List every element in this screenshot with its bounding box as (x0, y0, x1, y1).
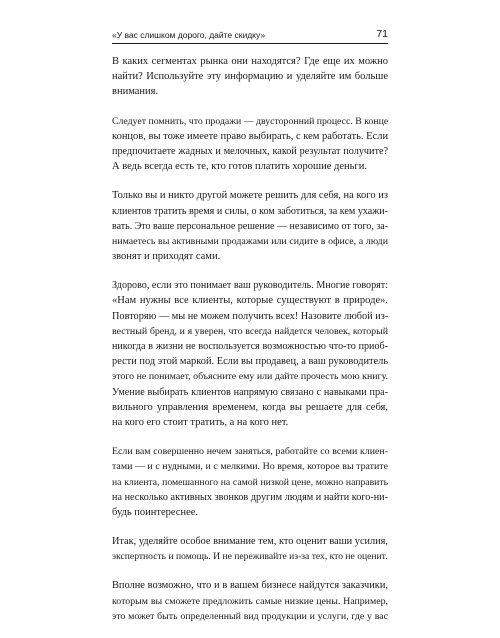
paragraph (112, 188, 388, 264)
text-line: тами — и с нудными, и с мелкими. Но время, которое вы тратите (112, 461, 388, 473)
paragraph (112, 54, 388, 100)
page-header (112, 29, 388, 44)
text-line: Вполне возможно, что и в вашем бизнесе найдутся заказчики, (112, 580, 388, 592)
text-line: Итак, уделяйте особое внимание тем, кто оценит ваши усилия, (112, 536, 388, 548)
text-line: вильного управления временем, когда вы решаете для себя, (112, 401, 388, 413)
text-line: клиентов тратить время и силы, о ком заботиться, за кем ухажи- (112, 205, 388, 217)
body-text (112, 54, 388, 638)
text-line: предпочитаете жадных и мелочных, какой результат получите? (112, 145, 388, 157)
text-line: вестный бренд, и я уверен, что всегда найдется человек, который (112, 325, 388, 337)
text-line: концов, вы тоже имеете право выбирать, с кем работать. Если (112, 130, 389, 142)
text-line: на кого его стоит тратить, а на кого нет. (112, 416, 289, 428)
text-line: будь поинтереснее. (112, 506, 199, 518)
text-line: на несколько активных звонков другим людям и найти кого-ни- (112, 491, 388, 503)
text-line: Здорово, если это понимает ваш руководитель. Многие говорят: (112, 280, 388, 292)
text-line: это может быть определенный вид продукции и услуги, где у вас (112, 610, 388, 622)
text-line: Следует помнить, что продажи — двусторонний процесс. В конце (112, 115, 389, 127)
text-line: Повторяю — мы не можем получить всех! Назовите любой из- (112, 310, 389, 322)
text-line: «Нам нужны все клиенты, которые существуют в природе». (112, 295, 388, 307)
text-line: В каких сегментах рынка они находятся? Где еще их можно (112, 56, 388, 67)
text-line: этого не понимает, объясните ему или дайте прочесть мою книгу. (112, 371, 388, 383)
paragraph (112, 444, 388, 520)
text-line: Только вы и никто другой можете решить для себя, на кого из (112, 190, 388, 202)
text-line: никогда в жизни не воспользуется возможностью что-то приоб- (112, 341, 388, 352)
text-line: внимания. (112, 86, 159, 98)
running-head: «У вас слишком дорого, дайте скидку» (112, 30, 266, 40)
paragraph (112, 578, 388, 624)
paragraph (112, 114, 388, 175)
text-line: которым вы сможете предложить самые низкие цены. Например, (112, 595, 388, 607)
paragraph (112, 534, 388, 564)
text-line: звонят и приходят сами. (112, 251, 221, 263)
text-line: Если вам совершенно нечем заняться, работайте со всеми клиен- (112, 446, 388, 458)
text-line: экспертность и помощь. И не переживайте из-за тех, кто не оценит. (112, 551, 388, 563)
text-line: найти? Используйте эту информацию и уделяйте им больше (112, 71, 388, 83)
text-line: вать. Это ваше персональное решение — независимо от того, за- (112, 220, 389, 232)
text-line: нимаетесь вы активными продажами или сидите в офисе, а люди (112, 235, 388, 247)
page-number: 71 (376, 28, 388, 40)
text-line: Умение выбирать клиентов напрямую связано с навыками пра- (112, 386, 388, 398)
paragraph (112, 278, 388, 430)
text-line: рести под этой маркой. Если вы продавец, а ваш руководитель (112, 356, 389, 368)
text-line: А ведь всегда есть те, кто готов платить хорошие деньги. (112, 161, 367, 173)
text-line: на клиента, помешанного на самой низкой цене, можно направить (112, 476, 388, 488)
